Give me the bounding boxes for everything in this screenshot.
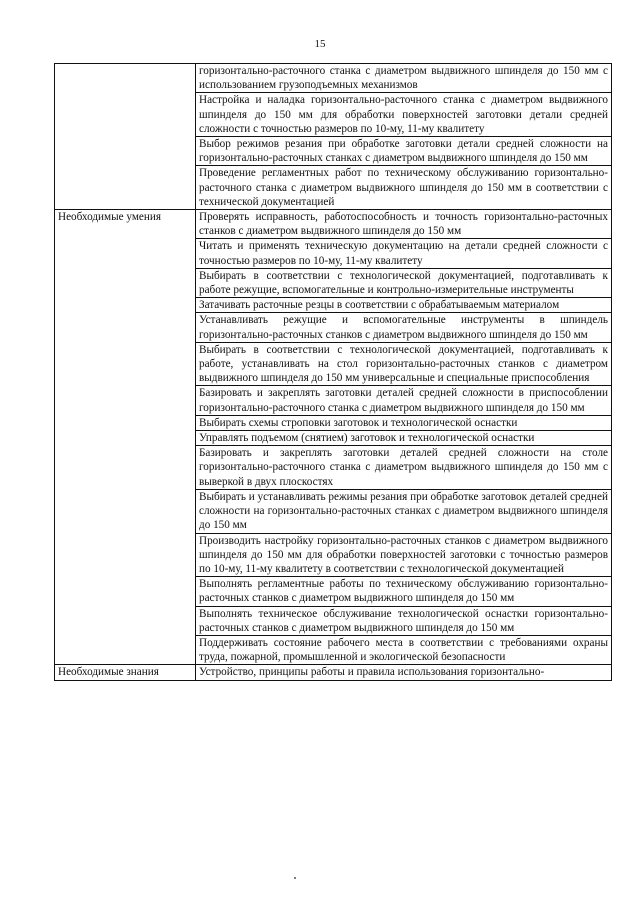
row-description: Выбирать в соответствии с технологической документацией, подготавливать к работе режущие, вспомогательные и контрольно-измерительные инструменты xyxy=(196,268,612,297)
specification-table-body xyxy=(55,64,612,681)
row-description: Проведение регламентных работ по техническому обслуживанию горизонтально-расточного станка с диаметром выдвижного шпинделя до 150 мм в соответствии с технической документацией xyxy=(196,166,612,210)
row-description: Читать и применять техническую документацию на детали средней сложности с точностью размеров по 10-му, 11-му квалитету xyxy=(196,239,612,268)
table-row xyxy=(55,64,612,93)
row-description: Выбирать в соответствии с технологической документацией, подготавливать к работе, устанавливать на стол горизонтально-расточных станков с диаметром выдвижного шпинделя до 150 мм универсальные и специальные приспособления xyxy=(196,342,612,386)
row-description: Производить настройку горизонтально-расточных станков с диаметром выдвижного шпинделя до 150 мм для обработки поверхностей заготовки с точностью размеров по 10-му, 11-му квалитету в соответствии с технологической документацией xyxy=(196,533,612,577)
specification-table xyxy=(54,63,612,681)
scan-speck xyxy=(294,877,296,879)
row-category-label: Необходимые умения xyxy=(55,210,196,665)
row-description: Выбирать схемы строповки заготовок и технологической оснастки xyxy=(196,415,612,430)
row-description: Выполнять техническое обслуживание технологической оснастки горизонтально-расточных станков с диаметром выдвижного шпинделя до 150 мм xyxy=(196,606,612,635)
table-row xyxy=(55,665,612,680)
row-description: Выбор режимов резания при обработке заготовки детали средней сложности на горизонтально-расточных станках с диаметром выдвижного шпинделя до 150 мм xyxy=(196,137,612,166)
page-number: 15 xyxy=(314,38,326,50)
row-description: Управлять подъемом (снятием) заготовок и технологической оснастки xyxy=(196,431,612,446)
row-description: Настройка и наладка горизонтально-расточного станка с диаметром выдвижного шпинделя до 150 мм для обработки поверхностей заготовки детали средней сложности с точностью размеров по 10-му, 11-му квалитету xyxy=(196,93,612,137)
row-category-label: Необходимые знания xyxy=(55,665,196,680)
row-description: Базировать и закреплять заготовки деталей средней сложности на столе горизонтально-расточного станка с диаметром выдвижного шпинделя до 150 мм с выверкой в двух плоскостях xyxy=(196,446,612,490)
row-description: Поддерживать состояние рабочего места в соответствии с требованиями охраны труда, пожарной, промышленной и экологической безопасности xyxy=(196,635,612,664)
row-description: Затачивать расточные резцы в соответствии с обрабатываемым материалом xyxy=(196,298,612,313)
row-description: Проверять исправность, работоспособность и точность горизонтально-расточных станков с диаметром выдвижного шпинделя до 150 мм xyxy=(196,210,612,239)
row-description: Выполнять регламентные работы по техническому обслуживанию горизонтально-расточных станков с диаметром выдвижного шпинделя до 150 мм xyxy=(196,577,612,606)
row-description: горизонтально-расточного станка с диаметром выдвижного шпинделя до 150 мм с использованием грузоподъемных механизмов xyxy=(196,64,612,93)
table-row xyxy=(55,210,612,239)
row-description: Базировать и закреплять заготовки деталей средней сложности в приспособлении горизонтально-расточного станка с диаметром выдвижного шпинделя до 150 мм xyxy=(196,386,612,415)
row-description: Устройство, принципы работы и правила использования горизонтально- xyxy=(196,665,612,680)
row-description: Устанавливать режущие и вспомогательные инструменты в шпиндель горизонтально-расточных станков с диаметром выдвижного шпинделя до 150 мм xyxy=(196,313,612,342)
row-description: Выбирать и устанавливать режимы резания при обработке заготовок деталей средней сложности на горизонтально-расточных станках с диаметром выдвижного шпинделя до 150 мм xyxy=(196,489,612,533)
row-category-label xyxy=(55,64,196,210)
